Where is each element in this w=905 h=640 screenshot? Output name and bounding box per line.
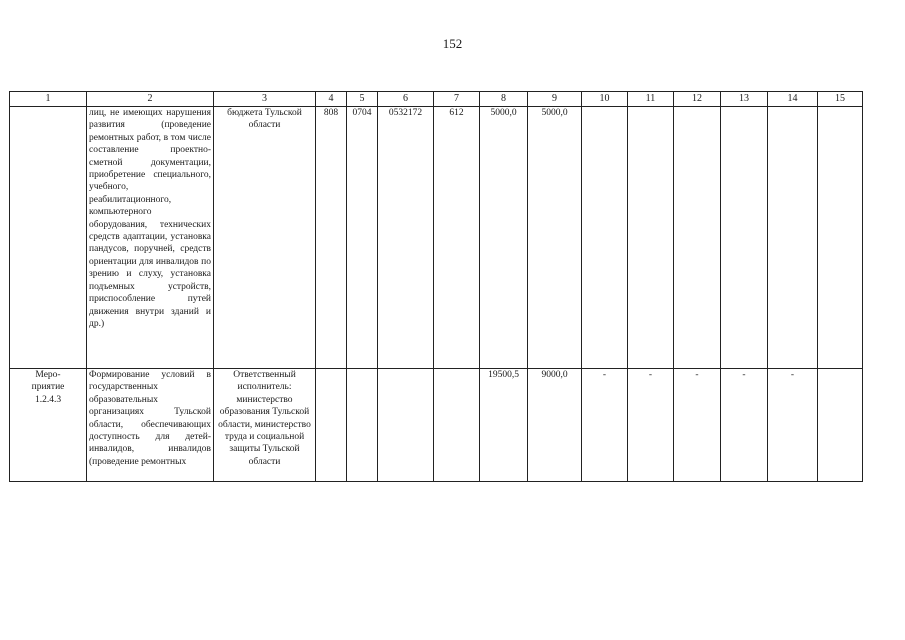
header-cell-12: 12 bbox=[674, 92, 721, 107]
budget-table bbox=[9, 91, 863, 482]
row1-measure-code bbox=[10, 107, 87, 369]
row2-amount-col14: - bbox=[768, 369, 818, 482]
header-cell-13: 13 bbox=[721, 92, 768, 107]
row1-amount-col14 bbox=[768, 107, 818, 369]
header-cell-1: 1 bbox=[10, 92, 87, 107]
header-cell-4: 4 bbox=[316, 92, 347, 107]
row2-grbs-code bbox=[316, 369, 347, 482]
header-cell-14: 14 bbox=[768, 92, 818, 107]
row2-amount-col11: - bbox=[628, 369, 674, 482]
row2-target-code bbox=[378, 369, 434, 482]
table-row bbox=[10, 107, 863, 369]
row2-amount-col10: - bbox=[582, 369, 628, 482]
header-cell-5: 5 bbox=[347, 92, 378, 107]
row1-section-code: 0704 bbox=[347, 107, 378, 369]
row1-funding-source: бюджета Тульской области bbox=[214, 107, 316, 369]
row2-description: Формирование условий в государственных образовательных организациях Тульской области, обеспечивающих доступность для детей-инвалидов, инвалидов (проведение ремонтных bbox=[87, 369, 214, 482]
row1-amount-col13 bbox=[721, 107, 768, 369]
row1-amount-col15 bbox=[818, 107, 863, 369]
row1-amount-col9: 5000,0 bbox=[528, 107, 582, 369]
header-cell-6: 6 bbox=[378, 92, 434, 107]
row2-measure-code: Меро- приятие 1.2.4.3 bbox=[10, 369, 87, 482]
row1-grbs-code: 808 bbox=[316, 107, 347, 369]
header-cell-15: 15 bbox=[818, 92, 863, 107]
row1-expense-type: 612 bbox=[434, 107, 480, 369]
header-cell-3: 3 bbox=[214, 92, 316, 107]
row1-description: лиц, не имеющих нарушения развития (проведение ремонтных работ, в том числе составление проектно-сметной документации, приобретение специального, учебного, реабилитационного, компьютерного оборудования, технических средств адаптации, установка пандусов, поручней, средств ориентации для инвалидов по зрению и слуху, установка подъемных устройств, приспособление путей движения внутри зданий и др.) bbox=[87, 107, 214, 369]
row2-amount-col9: 9000,0 bbox=[528, 369, 582, 482]
row2-section-code bbox=[347, 369, 378, 482]
header-cell-10: 10 bbox=[582, 92, 628, 107]
page-number: 152 bbox=[442, 36, 463, 51]
row2-amount-col15 bbox=[818, 369, 863, 482]
header-cell-9: 9 bbox=[528, 92, 582, 107]
table-row bbox=[10, 369, 863, 482]
header-cell-2: 2 bbox=[87, 92, 214, 107]
header-cell-8: 8 bbox=[480, 92, 528, 107]
row1-amount-col11 bbox=[628, 107, 674, 369]
row2-total-amount: 19500,5 bbox=[480, 369, 528, 482]
row1-total-amount: 5000,0 bbox=[480, 107, 528, 369]
row1-amount-col10 bbox=[582, 107, 628, 369]
header-row bbox=[10, 92, 863, 107]
header-cell-11: 11 bbox=[628, 92, 674, 107]
row1-amount-col12 bbox=[674, 107, 721, 369]
row2-expense-type bbox=[434, 369, 480, 482]
row2-amount-col13: - bbox=[721, 369, 768, 482]
row1-target-code: 0532172 bbox=[378, 107, 434, 369]
header-cell-7: 7 bbox=[434, 92, 480, 107]
row2-responsible: Ответственный исполнитель: министерство образования Тульской области, министерство труда и социальной защиты Тульской области bbox=[214, 369, 316, 482]
row2-amount-col12: - bbox=[674, 369, 721, 482]
